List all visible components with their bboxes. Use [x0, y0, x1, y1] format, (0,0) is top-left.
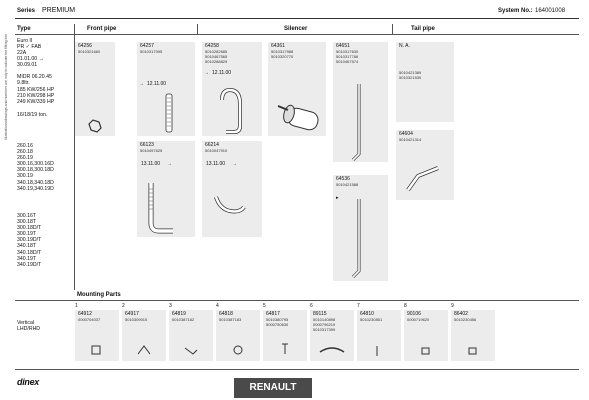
vertical-disclaimer: Illustrations/drawings and numbers are only to indicate the fitting line: [4, 33, 8, 140]
mounting-card[interactable]: [169, 303, 213, 361]
model-item: 260.16: [17, 143, 33, 149]
mounting-card[interactable]: [404, 303, 448, 361]
part-number: 64651: [336, 43, 350, 49]
arrow-icon: →: [232, 161, 237, 167]
divider-silencer-tail: [392, 24, 393, 34]
washer-icon: [451, 310, 495, 361]
mounting-card[interactable]: [263, 303, 307, 361]
section-header-rule: [74, 34, 579, 35]
part-card-64361[interactable]: [268, 42, 326, 136]
series-value: PREMIUM: [42, 7, 76, 14]
part-reference: 0000704037: [78, 317, 101, 322]
part-reference: 5010380795 5000750630: [266, 317, 289, 327]
section-mounting-parts: Mounting Parts: [77, 292, 121, 298]
engine-code: 22A: [17, 50, 27, 56]
mounting-card-body: [75, 310, 119, 361]
model-item: 300.16,300.16D: [17, 161, 54, 168]
power-1: 185 KW/256 HP: [17, 87, 55, 93]
clamp-icon: [75, 310, 119, 361]
system-number-value: 164001008: [535, 8, 566, 14]
date-change: 13.11.00: [206, 161, 226, 167]
gasket-icon: [216, 310, 260, 361]
brand-label: RENAULT: [234, 378, 312, 398]
part-reference: 5010047910: [205, 148, 228, 153]
series-label: Series: [17, 8, 36, 14]
engine-displacement: 9.8ltr.: [17, 80, 30, 86]
mounting-index: 8: [404, 303, 407, 309]
model-item: 340.18,340.18D: [17, 179, 54, 186]
part-number: 90106: [407, 311, 421, 317]
nut-icon: [404, 310, 448, 361]
date-change: 13.11.00: [141, 161, 161, 167]
tail-section-drawing: [333, 175, 388, 281]
date-change: 12.11.00: [147, 81, 167, 87]
mounting-card-body: [357, 310, 401, 361]
arrow-icon: →: [167, 161, 172, 167]
mounting-index: 4: [216, 303, 219, 309]
part-number: 64536: [336, 176, 350, 182]
model-item: 300.18D/T: [17, 225, 42, 232]
system-number-label: System No.:: [498, 8, 533, 14]
mounting-card[interactable]: [75, 303, 119, 361]
part-number: 66123: [140, 142, 154, 148]
type-rule: [15, 34, 74, 35]
part-number: 64361: [271, 43, 285, 49]
part-card-64604[interactable]: [396, 130, 454, 200]
mounting-index: 7: [357, 303, 360, 309]
part-card-66123[interactable]: [137, 141, 195, 237]
mounting-card-body: [451, 310, 495, 361]
mounting-rule: [15, 300, 579, 301]
part-number: 64917: [125, 311, 139, 317]
part-card-66214[interactable]: [202, 141, 262, 237]
part-number: 64256: [78, 43, 92, 49]
part-reference: 5010230456: [454, 317, 477, 322]
part-reference: 5010387162: [172, 317, 195, 322]
part-reference: 5010387183: [219, 317, 242, 322]
mounting-index: 6: [310, 303, 313, 309]
part-card-64257[interactable]: [137, 42, 195, 136]
hanger-icon: [169, 310, 213, 361]
date-to: 30.09.01: [17, 62, 38, 68]
bolt-icon: [263, 310, 307, 361]
part-reference: 5010317630 5010317786 5010467574: [336, 49, 359, 64]
type-label: Type: [17, 26, 31, 32]
info-icon: ▸: [336, 195, 339, 201]
bend-pipe-drawing: [202, 141, 262, 237]
flexible-bend-drawing: [137, 141, 195, 237]
part-reference: 5010497625: [140, 148, 163, 153]
bent-pipe-drawing: [202, 42, 262, 136]
mounting-card-body: [216, 310, 260, 361]
part-number: 64257: [140, 43, 154, 49]
intermediate-pipe-drawing: [333, 42, 388, 162]
part-number: 66214: [205, 142, 219, 148]
model-item: 340.19T: [17, 255, 37, 262]
part-reference: 5010140898 0000796219 5010317399: [313, 317, 336, 332]
model-item: 260.19: [17, 155, 33, 162]
part-reference: 0000719620: [407, 317, 430, 322]
part-reference: 5010321660: [78, 49, 101, 54]
part-reference: 5010421588: [336, 182, 359, 187]
model-item: 340.19D/T: [17, 261, 42, 268]
part-reference: 5010282685 5010467565 5010288829: [205, 49, 228, 64]
part-card-64256[interactable]: [75, 42, 115, 136]
part-number: 86402: [454, 311, 468, 317]
part-number: 89115: [313, 311, 327, 317]
part-number: 64258: [205, 43, 219, 49]
part-number: N. A.: [399, 43, 410, 49]
model-item: 300.19D/T: [17, 237, 42, 244]
part-reference: 5010421314: [399, 137, 422, 142]
spring-icon: [357, 310, 401, 361]
part-number: 64810: [360, 311, 374, 317]
date-from: 01.01.00 →: [17, 56, 44, 62]
arrow-icon: →: [204, 70, 209, 76]
power-3: 249 KW/339 HP: [17, 99, 55, 105]
mounting-card-body: [169, 310, 213, 361]
euro-class: Euro II: [17, 38, 33, 44]
mounting-card[interactable]: [122, 303, 166, 361]
model-item: 300.18,300.18D: [17, 167, 54, 174]
mounting-card[interactable]: [310, 303, 354, 361]
part-number: 64818: [219, 311, 233, 317]
part-card-64651[interactable]: [333, 42, 388, 162]
divider-front-silencer: [197, 24, 198, 34]
mounting-index: 2: [122, 303, 125, 309]
mounting-card-body: [122, 310, 166, 361]
part-reference: 5010309015: [125, 317, 148, 322]
model-item: 300.16T: [17, 213, 37, 219]
model-item: 300.19: [17, 173, 33, 180]
drive-side: LHD/RHD: [17, 326, 41, 332]
mounting-card[interactable]: [357, 303, 401, 361]
section-tail-pipe: Tail pipe: [411, 26, 435, 32]
part-number: 64604: [399, 131, 413, 137]
pr-fab: PR ✓ FAB: [17, 44, 42, 50]
mounting-index: 5: [263, 303, 266, 309]
tail-pipe-drawing: [396, 130, 454, 200]
mounting-card-body: [404, 310, 448, 361]
model-item: 340.18D/T: [17, 249, 42, 256]
mounting-card[interactable]: [451, 303, 495, 361]
model-list-b: [17, 213, 41, 268]
part-card-na[interactable]: [396, 42, 454, 122]
part-number: 64819: [172, 311, 186, 317]
bracket-icon: [122, 310, 166, 361]
power-2: 210 KW/298 HP: [17, 93, 55, 99]
part-reference: 5010317095: [140, 49, 163, 54]
model-item: 340.18T: [17, 243, 37, 250]
part-reference: 5010421389 5010321530: [399, 70, 422, 80]
rubber-mount-icon: [310, 310, 354, 361]
part-number: 64817: [266, 311, 280, 317]
mounting-index: 9: [451, 303, 454, 309]
mounting-card-body: [310, 310, 354, 361]
arrow-icon: →: [139, 81, 144, 87]
dinex-logo: dinex: [17, 377, 40, 387]
mount-vertical: Vertical: [17, 320, 35, 326]
tonnage: 16/18/19 ton.: [17, 112, 48, 118]
model-item: 300.19T: [17, 231, 37, 238]
date-change: 12.11.00: [212, 70, 232, 76]
model-list-a: [17, 143, 54, 192]
model-item: 300.18T: [17, 219, 37, 226]
part-number: 64912: [78, 311, 92, 317]
part-reference: 5010317988 5010320770: [271, 49, 294, 59]
part-card-64536[interactable]: [333, 175, 388, 281]
part-card-64258[interactable]: [202, 42, 262, 136]
header-rule: [15, 18, 579, 19]
mounting-card-body: [263, 310, 307, 361]
flexible-pipe-drawing: [137, 42, 195, 136]
mounting-index: 3: [169, 303, 172, 309]
front-pipe-drawing: [75, 42, 115, 136]
model-item: 340.19,340.19D: [17, 185, 54, 192]
section-front-pipe: Front pipe: [87, 26, 117, 32]
mounting-index: 1: [75, 303, 78, 309]
mounting-card[interactable]: [216, 303, 260, 361]
model-item: 260.18: [17, 149, 33, 156]
section-silencer: Silencer: [284, 26, 308, 32]
engine-midr: MIDR 06.20.45: [17, 74, 52, 80]
silencer-drawing: [268, 42, 326, 136]
footer-rule: [15, 369, 579, 370]
part-reference: 5010230851: [360, 317, 383, 322]
